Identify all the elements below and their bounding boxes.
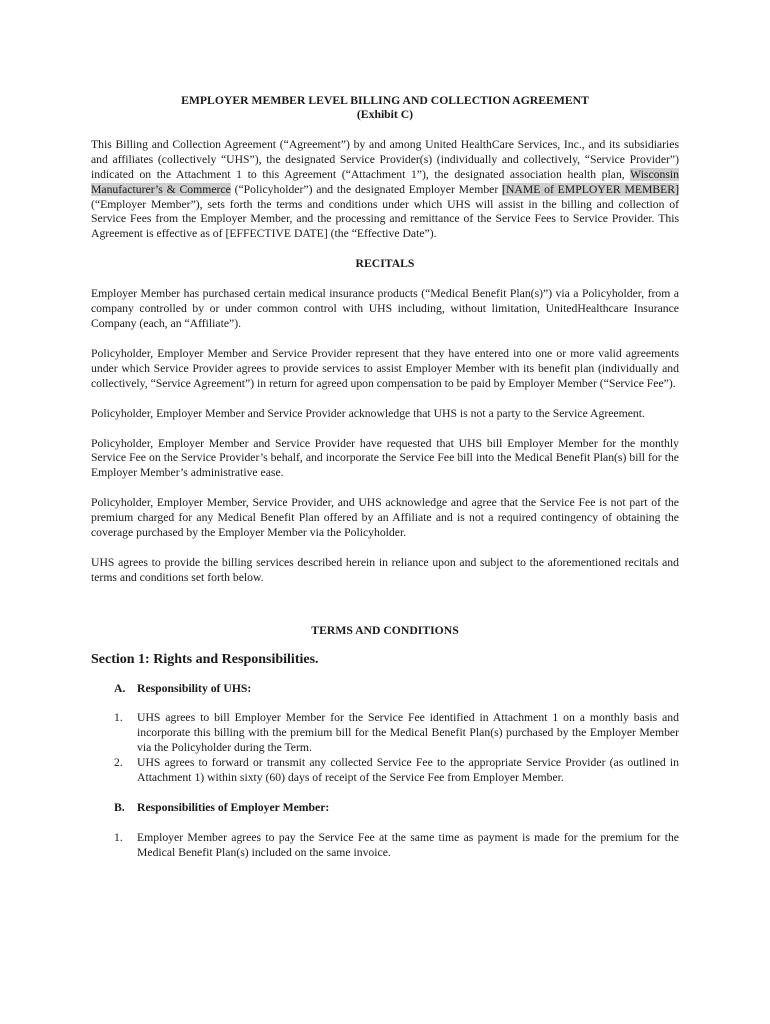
section-1-heading: Section 1: Rights and Responsibilities. [91, 651, 319, 667]
subsection-b-label: B. [114, 801, 125, 814]
list-item-number: 1. [114, 830, 123, 844]
list-item-number: 2. [114, 756, 123, 770]
document-page [91, 93, 679, 876]
intro-text-2: (“Policyholder”) and the designated Employer Member [230, 182, 503, 196]
recital-paragraph: Policyholder, Employer Member and Service Provider have requested that UHS bill Employer Member for the monthly Service Fee on the Service Provider’s behalf, and incorporate the Service Fee bill into the Medical Benefit Plan(s) bill for the Employer Member’s administrative ease. [91, 436, 679, 480]
document-title: EMPLOYER MEMBER LEVEL BILLING AND COLLECTION AGREEMENT [181, 94, 589, 107]
subsection-a-heading [91, 682, 679, 697]
list-item [91, 756, 679, 786]
employer-member-field[interactable]: [NAME of EMPLOYER MEMBER] [502, 182, 679, 196]
recital-paragraph: UHS agrees to provide the billing services described herein in reliance upon and subject to the aforementioned recitals and terms and conditions set forth below. [91, 555, 679, 584]
list-item-text: Employer Member agrees to pay the Service Fee at the same time as payment is made for the premium for the Medical Benefit Plan(s) included on the same invoice. [137, 830, 679, 859]
intro-text-3: (“Employer Member”), sets forth the terms and conditions under which UHS will assist in the billing and collection of Service Fees from the Employer Member, and the processing and remittance of the Service Fees to Service Provider. This Agreement is effective as of [EFFECTIVE DATE] (the “Effective Date”). [91, 197, 679, 241]
subsection-a-label: A. [114, 681, 126, 695]
intro-paragraph [91, 138, 679, 242]
subsection-b-title: Responsibilities of Employer Member: [137, 801, 330, 814]
terms-heading: TERMS AND CONDITIONS [311, 623, 459, 637]
list-item-number: 1. [114, 711, 123, 725]
list-item [91, 831, 679, 861]
subsection-b-list [91, 831, 679, 861]
recitals-heading: RECITALS [355, 257, 415, 271]
intro-text-1: This Billing and Collection Agreement (“Agreement”) by and among United HealthCare Services, Inc., and its subsidiaries and affiliates (collectively “UHS”), the designated Service Provider(s) (individually and collectively, “Service Provider”) indicated on the Attachment 1 to this Agreement (“Attachment 1”), the designated association health plan, [91, 137, 679, 181]
subsection-a-list [91, 711, 679, 786]
recital-paragraph: Policyholder, Employer Member and Service Provider represent that they have entered into one or more valid agreements under which Service Provider agrees to provide services to assist Employer Member with its benefit plan (individually and collectively, “Service Agreement”) in return for agreed upon compensation to be paid by Employer Member (“Service Fee”). [91, 346, 679, 390]
subsection-b-heading [91, 801, 679, 816]
list-item [91, 711, 679, 756]
subsection-a-title: Responsibility of UHS: [137, 681, 252, 695]
policyholder-field[interactable]: Wisconsin Manufacturer’s & Commerce [91, 167, 679, 196]
recital-paragraph: Policyholder, Employer Member and Service Provider acknowledge that UHS is not a party to the Service Agreement. [91, 406, 645, 420]
recital-paragraph: Employer Member has purchased certain medical insurance products (“Medical Benefit Plan(s)”) via a Policyholder, from a company controlled by or under common control with UHS including, without limitation, UnitedHealthcare Insurance Company (each, an “Affiliate”). [91, 287, 679, 330]
recital-paragraph: Policyholder, Employer Member, Service Provider, and UHS acknowledge and agree that the Service Fee is not part of the premium charged for any Medical Benefit Plan offered by an Affiliate and is not a required contingency of obtaining the coverage purchased by the Employer Member via the Policyholder. [91, 496, 679, 540]
document-subtitle: (Exhibit C) [356, 108, 414, 121]
list-item-text: UHS agrees to bill Employer Member for the Service Fee identified in Attachment 1 on a monthly basis and incorporate this billing with the premium bill for the Medical Benefit Plan(s) purchased by the Employer Member via the Policyholder during the Term. [137, 711, 679, 755]
list-item-text: UHS agrees to forward or transmit any collected Service Fee to the appropriate Service Provider (as outlined in Attachment 1) within sixty (60) days of receipt of the Service Fee from Employer Member. [137, 756, 679, 785]
